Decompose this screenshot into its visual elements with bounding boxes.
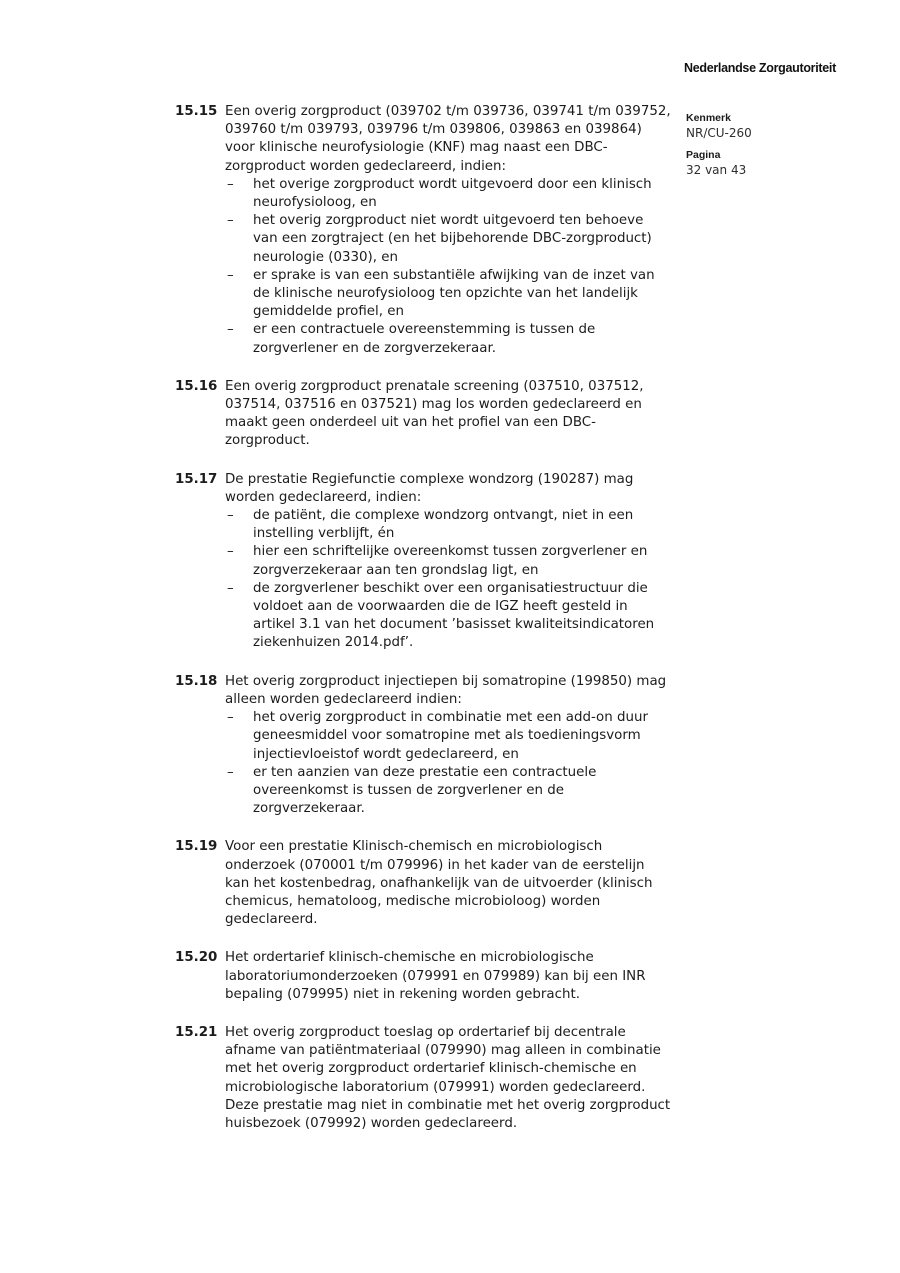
document-body [175, 103, 675, 1153]
clause-intro-text: De prestatie Regiefunctie complexe wondzorg (190287) mag worden gedeclareerd, indien: [225, 471, 634, 505]
bullet-item: – de patiënt, die complexe wondzorg ontvangt, niet in een instelling verblijft, én [225, 507, 672, 543]
clause-bullet-list [225, 507, 672, 653]
clause-number: 15.15 [175, 104, 218, 119]
clause-number: 15.21 [175, 1024, 218, 1040]
clause-body [225, 838, 672, 929]
clause-body [225, 673, 672, 819]
clause-body [225, 471, 672, 653]
clause-intro-text: Het overig zorgproduct injectiepen bij somatropine (199850) mag alleen worden gedeclareerd indien: [225, 673, 667, 707]
clause-bullet-list [225, 709, 672, 818]
bullet-item: – het overig zorgproduct in combinatie met een add-on duur geneesmiddel voor somatropine met als toedieningsvorm injectievloeistof wordt gedeclareerd, en [225, 709, 672, 764]
clause-body [225, 1024, 672, 1133]
clause-intro-text: Het overig zorgproduct toeslag op ordertarief bij decentrale afname van patiëntmateriaal (079990) mag alleen in combinatie met het overig zorgproduct ordertarief klinisch-chemische en microbiologische laboratorium (079991) worden gedeclareerd. Deze prestatie mag niet in combinatie met het overig zorgproduct huisbezoek (079992) worden gedeclareerd. [225, 1024, 671, 1131]
bullet-item: – de zorgverlener beschikt over een organisatiestructuur die voldoet aan de voorwaarden die de IGZ heeft gesteld in artikel 3.1 van het document ’basisset kwaliteitsindicatoren ziekenhuizen 2014.pdf’. [225, 580, 672, 653]
kenmerk-label: Kenmerk [686, 112, 731, 124]
clause-intro-text: Het ordertarief klinisch-chemische en microbiologische laboratoriumonderzoeken (079991 en 079989) kan bij een INR bepaling (079995) niet in rekening worden gebracht. [225, 950, 646, 1002]
bullet-item: – er een contractuele overeenstemming is tussen de zorgverlener en de zorgverzekeraar. [225, 321, 672, 357]
pagina-value: 32 van 43 [686, 163, 747, 177]
clause-section [175, 103, 675, 358]
bullet-item: – hier een schriftelijke overeenkomst tussen zorgverlener en zorgverzekeraar aan ten grondslag ligt, en [225, 543, 672, 579]
clause-bullet-list [225, 176, 672, 358]
clause-section [175, 673, 675, 819]
clause-section [175, 838, 675, 929]
clause-body [225, 949, 672, 1004]
kenmerk-value: NR/CU-260 [686, 126, 752, 140]
pagina-label: Pagina [686, 149, 721, 161]
clause-intro-text: Een overig zorgproduct prenatale screening (037510, 037512, 037514, 037516 en 037521) mag los worden gedeclareerd en maakt geen onderdeel uit van het profiel van een DBC-zorgproduct. [225, 378, 644, 449]
clause-number: 15.20 [175, 950, 218, 966]
clause-number: 15.17 [175, 471, 218, 487]
clause-number: 15.19 [175, 839, 218, 855]
bullet-item: – er sprake is van een substantiële afwijking van de inzet van de klinische neurofysioloog ten opzichte van het landelijk gemiddelde profiel, en [225, 267, 672, 322]
organization-title: Nederlandse Zorgautoriteit [684, 61, 836, 75]
clause-intro-text: Een overig zorgproduct (039702 t/m 039736, 039741 t/m 039752, 039760 t/m 039793, 039796 t/m 039806, 039863 en 039864) voor klinische neurofysiologie (KNF) mag naast een DBC-zorgproduct worden gedeclareerd, indien: [225, 104, 671, 174]
clause-body [225, 378, 672, 451]
bullet-item: – er ten aanzien van deze prestatie een contractuele overeenkomst is tussen de zorgverlener en de zorgverzekeraar. [225, 764, 672, 819]
clause-section [175, 378, 675, 451]
clause-number: 15.18 [175, 673, 218, 689]
clause-section [175, 949, 675, 1004]
clause-number: 15.16 [175, 378, 218, 394]
document-meta [686, 112, 866, 186]
bullet-item: – het overige zorgproduct wordt uitgevoerd door een klinisch neurofysioloog, en [225, 176, 672, 212]
clause-section [175, 471, 675, 653]
clause-section [175, 1024, 675, 1133]
clause-intro-text: Voor een prestatie Klinisch-chemisch en microbiologisch onderzoek (070001 t/m 079996) in het kader van de eerstelijn kan het kostenbedrag, onafhankelijk van de uitvoerder (klinisch chemicus, hematoloog, medische microbioloog) worden gedeclareerd. [225, 839, 653, 928]
clause-body [225, 103, 672, 358]
bullet-item: – het overig zorgproduct niet wordt uitgevoerd ten behoeve van een zorgtraject (en het bijbehorende DBC-zorgproduct) neurologie (0330), en [225, 212, 672, 267]
